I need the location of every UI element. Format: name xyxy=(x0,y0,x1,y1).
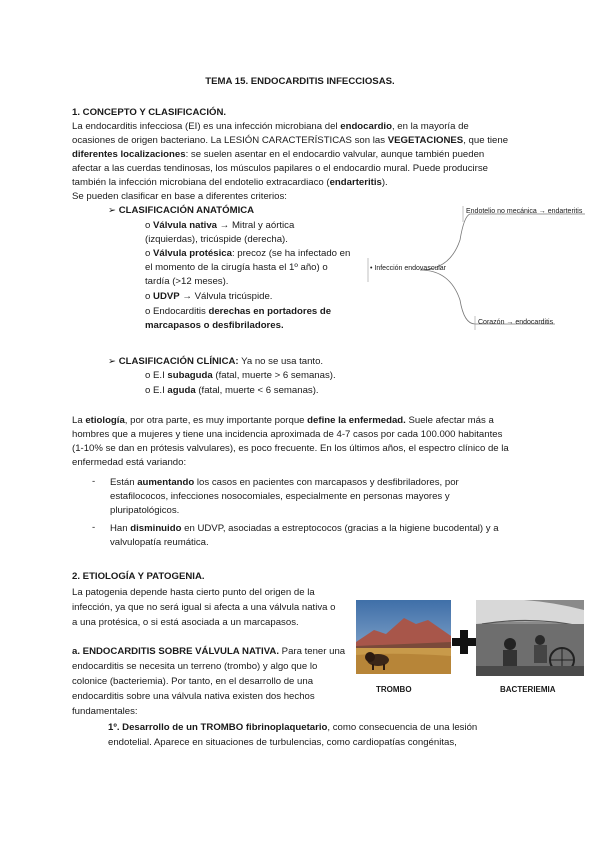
list-item: o UDVP → Válvula tricúspide. xyxy=(145,291,273,302)
list-item-cont: (izquierdas), tricúspide (derecha). xyxy=(145,234,288,245)
list-item: o E.I subaguda (fatal, muerte > 6 semanas). xyxy=(145,370,336,381)
list-item: Han disminuido en UDVP, asociadas a estreptococos (gracias a la higiene bucodental) y a xyxy=(110,523,499,534)
dash-bullet: - xyxy=(92,522,96,533)
list-item: o Endocarditis derechas en portadores de xyxy=(145,306,332,317)
paragraph-line: Se pueden clasificar en base a diferentes criterios: xyxy=(72,191,287,202)
bacteremia-wagon-image xyxy=(476,600,584,676)
paragraph-line: endocarditis sobre una válvula nativa existen dos hechos xyxy=(72,691,315,702)
numbered-item: 1º. Desarrollo de un TROMBO fibrinoplaquetario, como consecuencia de una lesión xyxy=(108,722,478,733)
page-title: TEMA 15. ENDOCARDITIS INFECCIOSAS. xyxy=(205,76,395,87)
classification-diagram xyxy=(360,200,600,340)
list-item: o Válvula protésica: precoz (se ha infectado en xyxy=(145,248,351,259)
paragraph-line: hombres que a mujeres y tiene una incidencia aproximada de 4-7 casos por cada 100.000 habitantes xyxy=(72,429,503,440)
arrow-bullet-icon: ➢ xyxy=(108,356,117,367)
list-item-cont: tardía (>12 meses). xyxy=(145,276,229,287)
paragraph-line: La etiología, por otra parte, es muy importante porque define la enfermedad. Suele afectar más a xyxy=(72,415,494,426)
list-item-cont: el momento de la cirugía hasta el 1º año) o xyxy=(145,262,328,273)
paragraph-line: también la infección microbiana del endotelio extracardiaco (endarteritis). xyxy=(72,177,388,188)
clinical-heading: ➢ CLASIFICACIÓN CLÍNICA: Ya no se usa tanto. xyxy=(108,356,324,367)
list-item: Están aumentando los casos en pacientes con marcapasos y desfibriladores, por xyxy=(110,477,459,488)
subsection-a: a. ENDOCARDITIS SOBRE VÁLVULA NATIVA. Para tener una xyxy=(72,646,346,657)
paragraph-line: La endocarditis infecciosa (EI) es una infección microbiana del endocardio, en la mayoría de xyxy=(72,121,469,132)
list-item-cont: pluripatológicos. xyxy=(110,505,180,516)
plus-icon xyxy=(452,630,476,654)
paragraph-line: (1-10% se dan en prótesis valvulares), es poco frecuente. En los últimos años, el espectro clínico de la xyxy=(72,443,509,454)
paragraph-line: infección, ya que no será igual si afecta a una válvula nativa o xyxy=(72,602,336,613)
diagram-label-bottom: Corazón → endocarditis xyxy=(478,319,554,326)
numbered-item-cont: endotelial. Aparece en situaciones de turbulencias, como cardiopatías congénitas, xyxy=(108,737,457,748)
paragraph-line: a una protésica, o si está asociada a un marcapasos. xyxy=(72,617,299,628)
bacteremia-caption: BACTERIEMIA xyxy=(500,685,556,694)
section-2-heading: 2. ETIOLOGÍA Y PATOGENIA. xyxy=(72,571,205,582)
diagram-label-top: Endotelio no mecánica → endarteritis xyxy=(466,208,583,215)
list-item: o Válvula nativa → Mitral y aórtica xyxy=(145,220,295,231)
paragraph-line: colonice (bacteriemia). Por tanto, en el desarrollo de una xyxy=(72,676,314,687)
paragraph-line: ocasiones de origen bacteriano. La LESIÓN CARACTERÍSTICAS son las VEGETACIONES, que tiene xyxy=(72,135,509,146)
thrombus-caption: TROMBO xyxy=(376,685,412,694)
paragraph-line: enfermedad está variando: xyxy=(72,457,187,468)
paragraph-line: afectar a las cuerdas tendinosas, los músculos papilares o el endocardio mural. Puede producirse xyxy=(72,163,488,174)
thrombus-landscape-image xyxy=(356,600,451,674)
list-item: o E.I aguda (fatal, muerte < 6 semanas). xyxy=(145,385,319,396)
paragraph-line: La patogenia depende hasta cierto punto del origen de la xyxy=(72,587,315,598)
diagram-label-mid: • Infección endovascular xyxy=(370,265,446,272)
list-item-cont: marcapasos o desfibriladores. xyxy=(145,320,284,331)
paragraph-line: fundamentales: xyxy=(72,706,138,717)
dash-bullet: - xyxy=(92,476,96,487)
paragraph-line: diferentes localizaciones: se suelen asentar en el endocardio valvular, aunque también pueden xyxy=(72,149,485,160)
anatomic-heading: ➢ CLASIFICACIÓN ANATÓMICA xyxy=(108,205,255,216)
list-item-cont: valvulopatía reumática. xyxy=(110,537,209,548)
section-1-heading: 1. CONCEPTO Y CLASIFICACIÓN. xyxy=(72,107,227,118)
arrow-bullet-icon: ➢ xyxy=(108,205,117,216)
paragraph-line: endocarditis se necesita un terreno (trombo) y algo que lo xyxy=(72,661,318,672)
list-item-cont: estafilococos, infecciones nosocomiales, especialmente en personas mayores y xyxy=(110,491,450,502)
